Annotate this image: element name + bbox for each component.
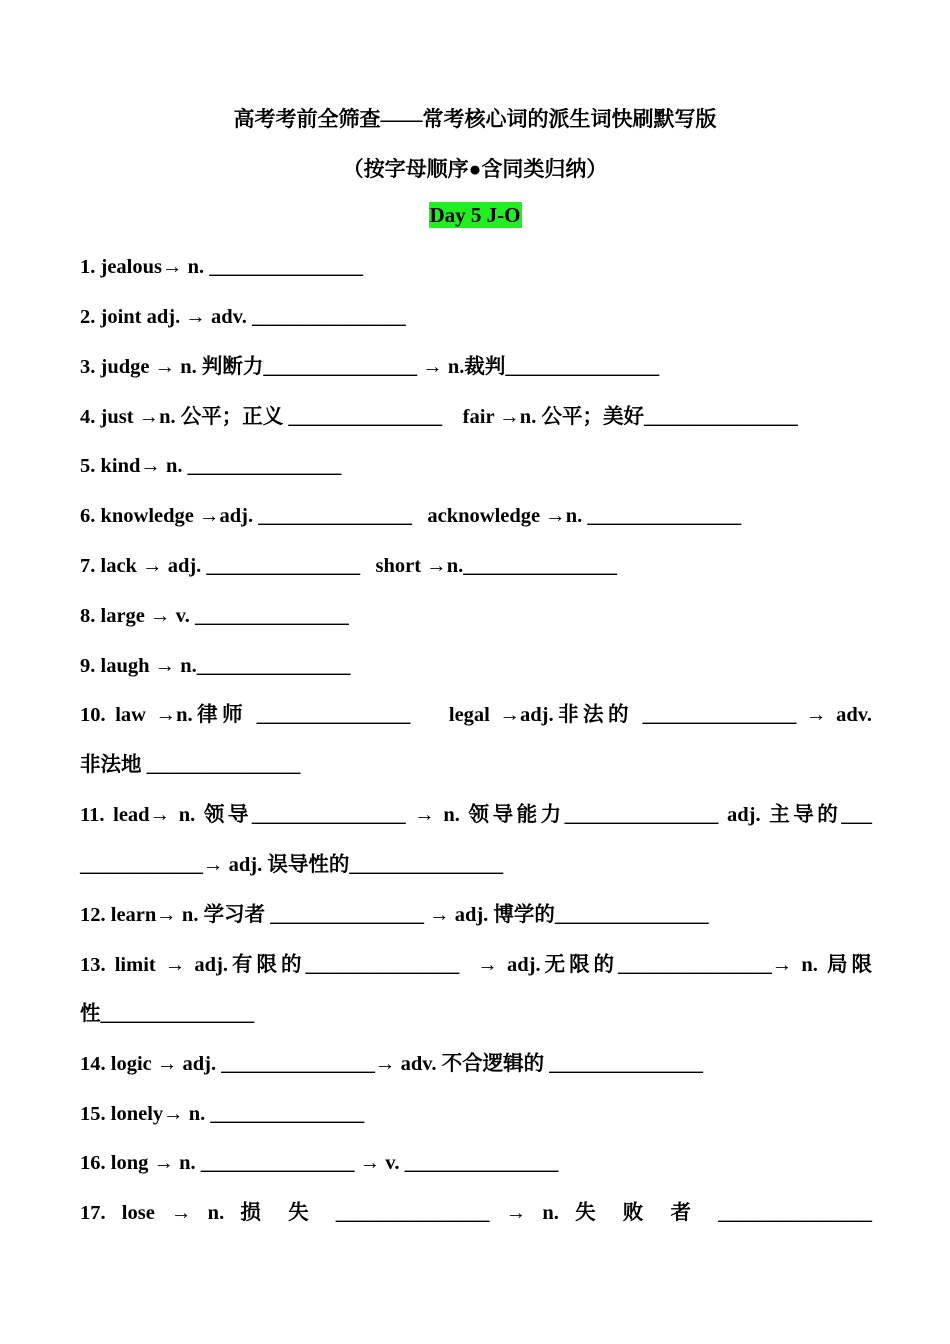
exercise-line: 3. judge → n. 判断力_______________ → n.裁判_______________ <box>80 356 660 378</box>
exercise-line: 2. joint adj. → adv. _______________ <box>80 306 406 328</box>
exercise-line: 10. law →n.律师 _______________ legal →adj.非法的 _______________ → adv. <box>80 704 872 726</box>
exercise-line: 14. logic → adj. _______________→ adv. 不合逻辑的 _______________ <box>80 1053 703 1075</box>
exercise-line: 9. laugh → n._______________ <box>80 655 351 677</box>
exercise-line: 17. lose → n. 损 失 _______________ → n. 失 败 者 _______________ <box>80 1202 872 1224</box>
day-label-highlight: Day 5 J-O <box>429 203 521 227</box>
page-subtitle: （按字母顺序●含同类归纳） <box>342 157 608 181</box>
exercise-line: 1. jealous→ n. _______________ <box>80 256 364 278</box>
exercise-line-continued: 性_______________ <box>80 1003 255 1025</box>
exercise-line: 15. lonely→ n. _______________ <box>80 1103 365 1125</box>
exercise-line: 11. lead→ n. 领导_______________ → n. 领导能力_______________ adj. 主导的___ <box>80 804 872 826</box>
exercise-line: 16. long → n. _______________ → v. _______________ <box>80 1152 559 1174</box>
page-title: 高考考前全筛查——常考核心词的派生词快刷默写版 <box>233 107 717 131</box>
exercise-line: 5. kind→ n. _______________ <box>80 455 342 477</box>
exercise-line-continued: 非法地 _______________ <box>80 754 301 776</box>
day-heading <box>0 203 950 228</box>
exercise-line: 7. lack → adj. _______________ short →n._______________ <box>80 555 618 577</box>
exercise-line-continued: ____________→ adj. 误导性的_______________ <box>80 854 504 876</box>
exercise-line: 12. learn→ n. 学习者 _______________ → adj. 博学的_______________ <box>80 904 709 926</box>
exercise-line: 13. limit → adj.有限的_______________ → adj.无限的_______________→ n. 局限 <box>80 954 872 976</box>
exercise-line: 4. just →n. 公平；正义 _______________ fair →n. 公平；美好_______________ <box>80 406 798 428</box>
exercise-line: 8. large → v. _______________ <box>80 605 349 627</box>
exercise-line: 6. knowledge →adj. _______________ acknowledge →n. _______________ <box>80 505 742 527</box>
